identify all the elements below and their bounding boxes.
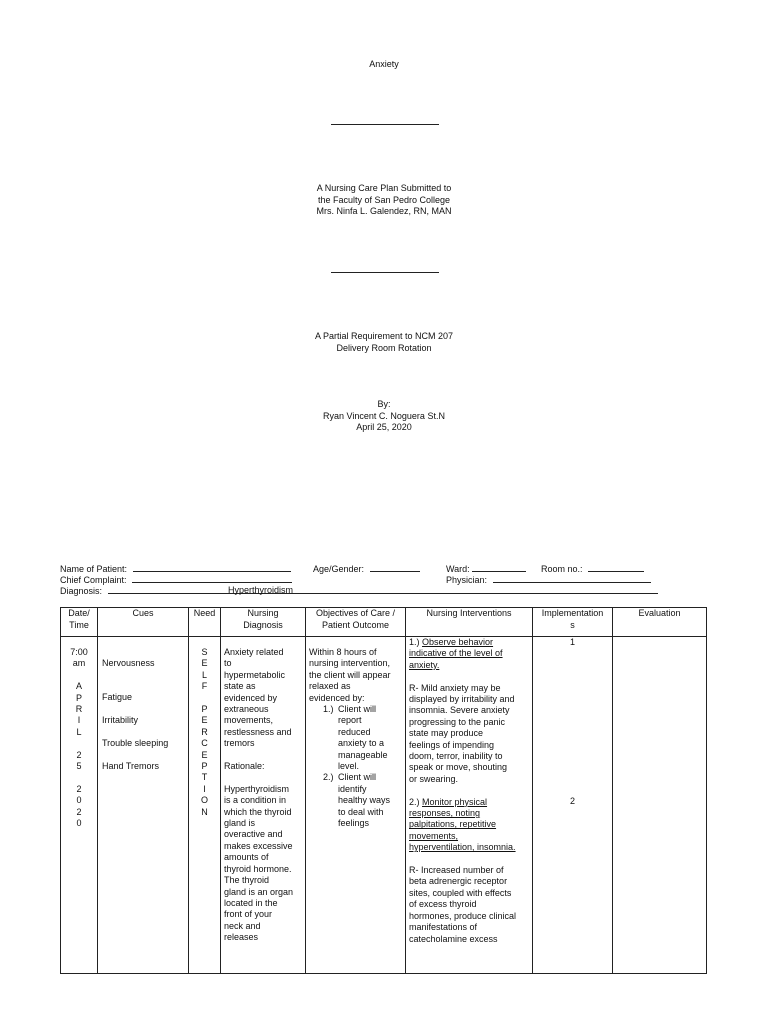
cell-need bbox=[189, 637, 221, 974]
date-time-line: L bbox=[76, 726, 82, 737]
intervention-number: 2.) bbox=[409, 796, 423, 807]
objective-line: healthy ways bbox=[338, 795, 391, 806]
header-evaluation bbox=[613, 608, 707, 637]
submission-line: A Nursing Care Plan Submitted to bbox=[316, 183, 452, 193]
need-letter: C bbox=[201, 738, 208, 749]
intervention-action-line: palpitations, repetitive bbox=[409, 819, 497, 830]
rationale-line: is a condition in bbox=[224, 795, 287, 806]
diagnosis-line: movements, bbox=[224, 715, 274, 726]
need-letter: I bbox=[203, 783, 206, 794]
room-label: Room no.: bbox=[541, 564, 583, 574]
physician-blank bbox=[493, 573, 651, 583]
date-time-line bbox=[61, 738, 97, 749]
table-header-row bbox=[61, 608, 707, 637]
objective-line: Client will bbox=[338, 704, 377, 715]
need-letter: E bbox=[201, 658, 208, 669]
need-letter: L bbox=[201, 669, 207, 680]
diagnosis-line: state as bbox=[224, 681, 256, 692]
date-time-line: I bbox=[77, 715, 81, 726]
cell-cues bbox=[98, 637, 189, 974]
date-time-line: P bbox=[75, 692, 82, 703]
header-date-time bbox=[61, 608, 98, 637]
cell-objectives bbox=[306, 637, 406, 974]
implementation-number: 2 bbox=[569, 796, 575, 807]
header-text: Evaluation bbox=[638, 608, 681, 618]
chief-complaint-label: Chief Complaint: bbox=[60, 575, 127, 585]
rationale-label: Rationale: bbox=[224, 761, 265, 772]
objective-number: 1.) bbox=[323, 704, 334, 715]
date-time-line: 7:00 bbox=[70, 647, 88, 657]
intervention-action-text: Observe behavior bbox=[422, 637, 494, 647]
rationale-line: releases bbox=[224, 932, 259, 943]
rationale-line: overactive and bbox=[224, 829, 283, 840]
intervention-rationale-line: progressing to the panic bbox=[409, 716, 506, 727]
patient-name-blank bbox=[133, 562, 291, 572]
intervention-action-line: responses, noting bbox=[409, 808, 481, 819]
need-letter: O bbox=[200, 795, 208, 806]
interventions-text bbox=[406, 637, 532, 945]
intervention-rationale-line: speak or move, shouting bbox=[409, 762, 508, 773]
objective-line: identify bbox=[338, 783, 367, 794]
diagnosis-line: evidenced by bbox=[224, 692, 278, 703]
intervention-action-line: movements, bbox=[409, 830, 459, 841]
diagnosis-blank bbox=[108, 584, 658, 594]
intervention-action-line bbox=[409, 797, 529, 808]
header-text: Patient Outcome bbox=[321, 619, 390, 630]
divider-line bbox=[331, 124, 439, 125]
care-plan-table bbox=[60, 607, 707, 974]
header-text: Nursing Interventions bbox=[426, 608, 512, 618]
date-time-line: 2 bbox=[76, 806, 82, 817]
header-text: Objectives of Care / bbox=[315, 608, 396, 618]
cue-item: Hand Tremors bbox=[102, 760, 160, 771]
objective-item bbox=[323, 772, 402, 829]
diagnosis-line: restlessness and bbox=[224, 726, 292, 737]
rationale-line: Hyperthyroidism bbox=[224, 783, 290, 794]
date-time-line: 2 bbox=[76, 783, 82, 794]
intervention-action-text: Monitor physical bbox=[422, 796, 488, 807]
rationale-line: thyroid hormone. bbox=[224, 863, 292, 874]
date-time-line bbox=[61, 772, 97, 783]
need-letter: P bbox=[201, 704, 208, 715]
author-name: Ryan Vincent C. Noguera St.N bbox=[323, 410, 445, 421]
intervention-rationale-line: beta adrenergic receptor bbox=[409, 876, 508, 887]
date-time-line bbox=[61, 670, 97, 681]
objective-intro-line: evidenced by: bbox=[309, 692, 365, 703]
implementation-numbers bbox=[533, 637, 612, 808]
submission-block bbox=[0, 183, 768, 218]
intervention-rationale-line: doom, terror, inability to bbox=[409, 751, 503, 762]
date-time-line: 5 bbox=[76, 761, 82, 772]
header-implementation bbox=[533, 608, 613, 637]
intervention-rationale-line: R- Mild anxiety may be bbox=[409, 682, 501, 693]
intervention-rationale-line: or swearing. bbox=[409, 773, 459, 784]
diagnosis-label: Diagnosis: bbox=[60, 586, 103, 596]
chief-complaint-blank bbox=[132, 573, 292, 583]
ward-label: Ward: bbox=[446, 564, 470, 574]
objective-line: level. bbox=[338, 761, 360, 772]
date-time-line: 0 bbox=[76, 795, 82, 806]
intervention-rationale-line: R- Increased number of bbox=[409, 865, 504, 876]
requirement-line: Delivery Room Rotation bbox=[336, 342, 432, 353]
nursing-diagnosis-text bbox=[221, 637, 305, 944]
objective-line: reduced bbox=[338, 726, 371, 737]
header-text: Implementation bbox=[541, 608, 604, 618]
diagnosis-line: extraneous bbox=[224, 704, 269, 715]
intervention-rationale-line: manifestations of bbox=[409, 922, 478, 933]
document-date: April 25, 2020 bbox=[356, 422, 412, 432]
implementation-number: 1 bbox=[569, 637, 575, 647]
header-nursing-diagnosis bbox=[221, 608, 306, 637]
rationale-line: gland is an organ bbox=[224, 886, 294, 897]
physician-label: Physician: bbox=[446, 575, 488, 585]
rationale-line: which the thyroid bbox=[224, 806, 292, 817]
header-text: Date/ bbox=[68, 608, 90, 618]
rationale-line: amounts of bbox=[224, 852, 269, 863]
diagnosis-line: Anxiety related bbox=[224, 647, 284, 657]
header-interventions bbox=[406, 608, 533, 637]
header-need bbox=[189, 608, 221, 637]
requirement-line: A Partial Requirement to NCM 207 bbox=[314, 331, 454, 341]
date-time-line: am bbox=[72, 658, 86, 669]
intervention-action-line bbox=[409, 637, 529, 648]
diagnosis-value: Hyperthyroidism bbox=[228, 585, 294, 595]
intervention-rationale-line: of excess thyroid bbox=[409, 899, 477, 910]
cell-nursing-diagnosis bbox=[221, 637, 306, 974]
diagnosis-statement bbox=[224, 647, 302, 750]
objective-line: manageable bbox=[338, 749, 388, 760]
cue-item: Trouble sleeping bbox=[102, 737, 169, 748]
intervention-rationale-line: sites, coupled with effects bbox=[409, 887, 512, 898]
need-letter: R bbox=[201, 726, 208, 737]
table-row bbox=[61, 637, 707, 974]
need-letter: F bbox=[201, 681, 208, 692]
need-letter: P bbox=[201, 761, 208, 772]
intervention-item bbox=[409, 637, 529, 797]
objective-body bbox=[338, 772, 390, 829]
header-cues bbox=[98, 608, 189, 637]
need-letter: T bbox=[201, 772, 208, 783]
cell-date-time bbox=[61, 637, 98, 974]
intervention-rationale-line: catecholamine excess bbox=[409, 933, 498, 944]
objectives-intro bbox=[309, 647, 402, 704]
diagnosis-line: tremors bbox=[224, 738, 255, 749]
objective-line: to deal with bbox=[338, 806, 384, 817]
need-letter: S bbox=[201, 647, 208, 657]
document-title: Anxiety bbox=[369, 59, 399, 69]
intervention-rationale-line: hormones, produce clinical bbox=[409, 910, 517, 921]
cues-list bbox=[98, 637, 188, 772]
intervention-rationale-line: displayed by irritability and bbox=[409, 694, 515, 705]
objective-line: Client will bbox=[338, 772, 377, 783]
header-text: Cues bbox=[132, 608, 154, 618]
rationale-line: makes excessive bbox=[224, 840, 293, 851]
age-gender-blank bbox=[370, 562, 420, 572]
cell-implementation bbox=[533, 637, 613, 974]
submission-line: the Faculty of San Pedro College bbox=[317, 194, 451, 205]
need-letter bbox=[189, 693, 220, 704]
need-text bbox=[189, 637, 220, 818]
objective-intro-line: nursing intervention, bbox=[309, 658, 391, 669]
date-time-line: 0 bbox=[76, 818, 82, 829]
header-text: Nursing bbox=[247, 608, 279, 618]
diagnosis-rationale bbox=[224, 784, 302, 944]
need-letter: E bbox=[201, 749, 208, 760]
rationale-line: The thyroid bbox=[224, 875, 270, 886]
date-time-line: R bbox=[75, 704, 83, 715]
rationale-line: gland is bbox=[224, 818, 256, 829]
intervention-action-line: indicative of the level of bbox=[409, 648, 503, 659]
age-gender-label: Age/Gender: bbox=[313, 564, 365, 574]
author-block bbox=[0, 399, 768, 434]
room-blank bbox=[588, 562, 644, 572]
divider-line bbox=[331, 272, 439, 273]
objective-line: report bbox=[338, 715, 362, 726]
objective-line: feelings bbox=[338, 818, 370, 829]
intervention-rationale-line: insomnia. Severe anxiety bbox=[409, 705, 510, 716]
age-gender-field bbox=[313, 562, 420, 575]
header-text: Diagnosis bbox=[243, 619, 283, 630]
objective-number: 2.) bbox=[323, 772, 334, 783]
need-letter: E bbox=[201, 715, 208, 726]
date-time-text bbox=[61, 637, 97, 830]
ward-blank bbox=[472, 562, 526, 572]
rationale-line: located in the bbox=[224, 897, 278, 908]
header-text: Time bbox=[69, 619, 89, 630]
intervention-action-line: anxiety. bbox=[409, 659, 440, 670]
date-time-line: A bbox=[75, 681, 82, 692]
cue-item: Nervousness bbox=[102, 658, 155, 668]
rationale-line: neck and bbox=[224, 920, 261, 931]
diagnosis-field bbox=[60, 584, 658, 597]
cell-interventions bbox=[406, 637, 533, 974]
cell-evaluation bbox=[613, 637, 707, 974]
submission-line: Mrs. Ninfa L. Galendez, RN, MAN bbox=[316, 206, 452, 216]
header-text: s bbox=[570, 619, 575, 630]
by-label: By: bbox=[377, 399, 391, 409]
intervention-rationale-line: state may produce bbox=[409, 728, 484, 739]
objectives-text bbox=[306, 637, 405, 830]
need-letter: N bbox=[201, 806, 208, 817]
objective-intro-line: the client will appear bbox=[309, 669, 391, 680]
cue-item: Fatigue bbox=[102, 692, 133, 703]
objective-intro-line: Within 8 hours of bbox=[309, 647, 377, 657]
intervention-item bbox=[409, 797, 529, 945]
header-objectives bbox=[306, 608, 406, 637]
objectives-items bbox=[309, 704, 402, 829]
cue-item: Irritability bbox=[102, 714, 139, 725]
objective-line: anxiety to a bbox=[338, 738, 385, 749]
date-time-line: 2 bbox=[76, 749, 82, 760]
intervention-number: 1.) bbox=[409, 637, 423, 647]
intervention-action-line: hyperventilation, insomnia. bbox=[409, 842, 516, 853]
rationale-line: front of your bbox=[224, 909, 273, 920]
diagnosis-line: to bbox=[224, 658, 232, 669]
diagnosis-line: hypermetabolic bbox=[224, 669, 286, 680]
objective-intro-line: relaxed as bbox=[309, 681, 351, 692]
patient-name-label: Name of Patient: bbox=[60, 564, 128, 574]
intervention-rationale-line: feelings of impending bbox=[409, 739, 495, 750]
objective-item bbox=[323, 704, 402, 772]
objective-body bbox=[338, 704, 388, 772]
requirement-block bbox=[0, 331, 768, 354]
header-text: Need bbox=[193, 608, 216, 618]
